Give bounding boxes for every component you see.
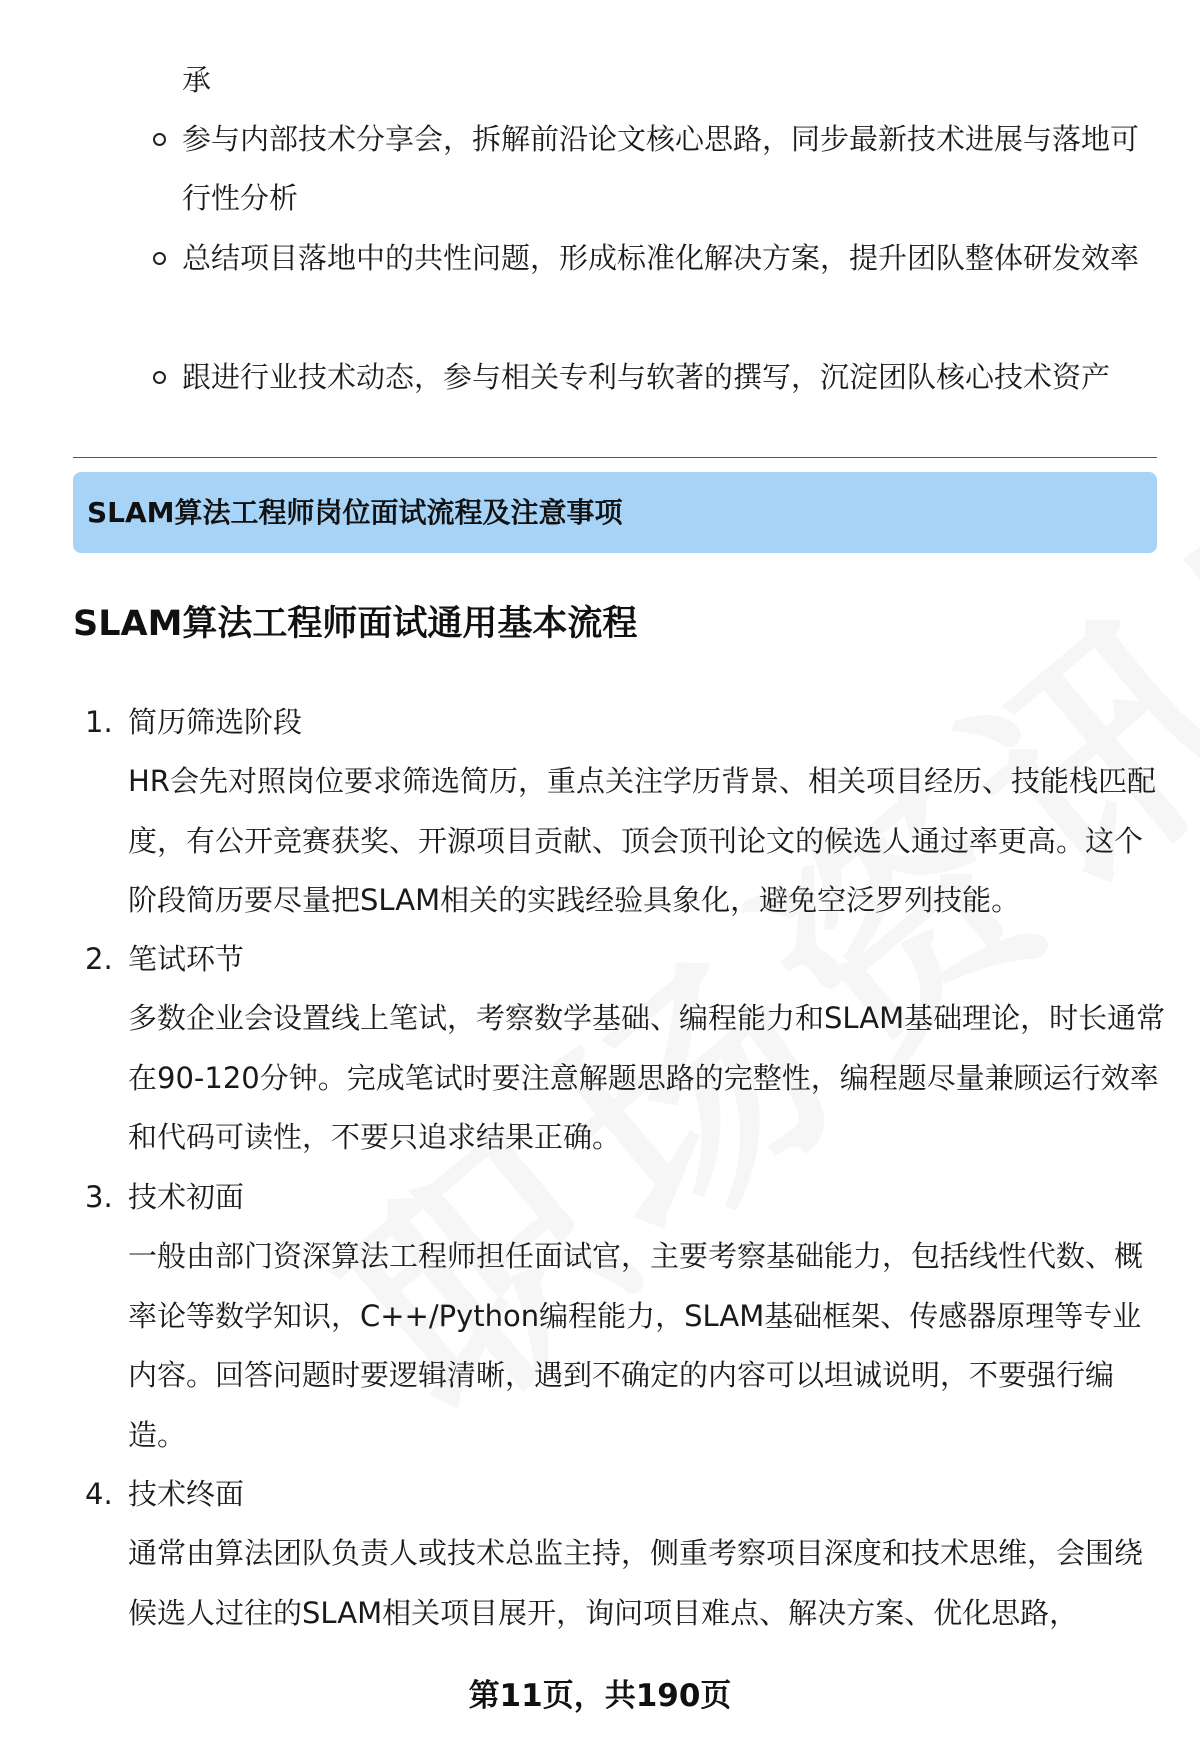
- page-number-footer: 第11页，共190页: [468, 1678, 732, 1714]
- step-number: 1.: [85, 705, 113, 739]
- step-description: 一般由部门资深算法工程师担任面试官，主要考察基础能力，包括线性代数、概率论等数学知识，C++/Python编程能力，SLAM基础框架、传感器原理等专业内容。回答问题时要逻辑清晰，遇到不确定的内容可以坦诚说明，不要强行编造。: [128, 1239, 1144, 1452]
- step-number: 4.: [85, 1477, 113, 1511]
- process-step: [85, 930, 1165, 1168]
- step-description: HR会先对照岗位要求筛选简历，重点关注学历背景、相关项目经历、技能栈匹配度，有公开竞赛获奖、开源项目贡献、顶会顶刊论文的候选人通过率更高。这个阶段简历要尽量把SLAM相关的实践经验具象化，避免空泛罗列技能。: [128, 764, 1156, 917]
- section-heading: SLAM算法工程师面试通用基本流程: [73, 604, 638, 644]
- horizontal-divider: [73, 457, 1157, 458]
- section-banner: [73, 472, 1157, 553]
- bullet-text: 总结项目落地中的共性问题，形成标准化解决方案，提升团队整体研发效率: [182, 241, 1140, 275]
- bullet-item: [182, 110, 1142, 228]
- bullet-continuation-text: 承: [182, 63, 212, 97]
- process-step: [85, 693, 1165, 931]
- step-description: 多数企业会设置线上笔试，考察数学基础、编程能力和SLAM基础理论，时长通常在90-120分钟。完成笔试时要注意解题思路的完整性，编程题尽量兼顾运行效率和代码可读性，不要只追求结果正确。: [128, 1001, 1166, 1154]
- section-banner-title: SLAM算法工程师岗位面试流程及注意事项: [87, 496, 623, 529]
- step-title: 笔试环节: [128, 942, 245, 976]
- hollow-bullet-icon: [153, 133, 166, 146]
- step-description: 通常由算法团队负责人或技术总监主持，侧重考察项目深度和技术思维，会围绕候选人过往的SLAM相关项目展开，询问项目难点、解决方案、优化思路，: [128, 1536, 1144, 1630]
- step-number: 3.: [85, 1180, 113, 1214]
- hollow-bullet-icon: [153, 252, 166, 265]
- step-number: 2.: [85, 942, 113, 976]
- bullet-text: 参与内部技术分享会，拆解前沿论文核心思路，同步最新技术进展与落地可行性分析: [182, 122, 1140, 215]
- process-step: [85, 1168, 1165, 1465]
- bullet-item: [182, 229, 1142, 288]
- bullet-text: 跟进行业技术动态，参与相关专利与软著的撰写，沉淀团队核心技术资产: [182, 360, 1111, 394]
- hollow-bullet-icon: [153, 371, 166, 384]
- bullet-item: [182, 348, 1142, 407]
- process-step: [85, 1465, 1165, 1643]
- step-title: 简历筛选阶段: [128, 705, 303, 739]
- step-title: 技术终面: [128, 1477, 245, 1511]
- step-title: 技术初面: [128, 1180, 245, 1214]
